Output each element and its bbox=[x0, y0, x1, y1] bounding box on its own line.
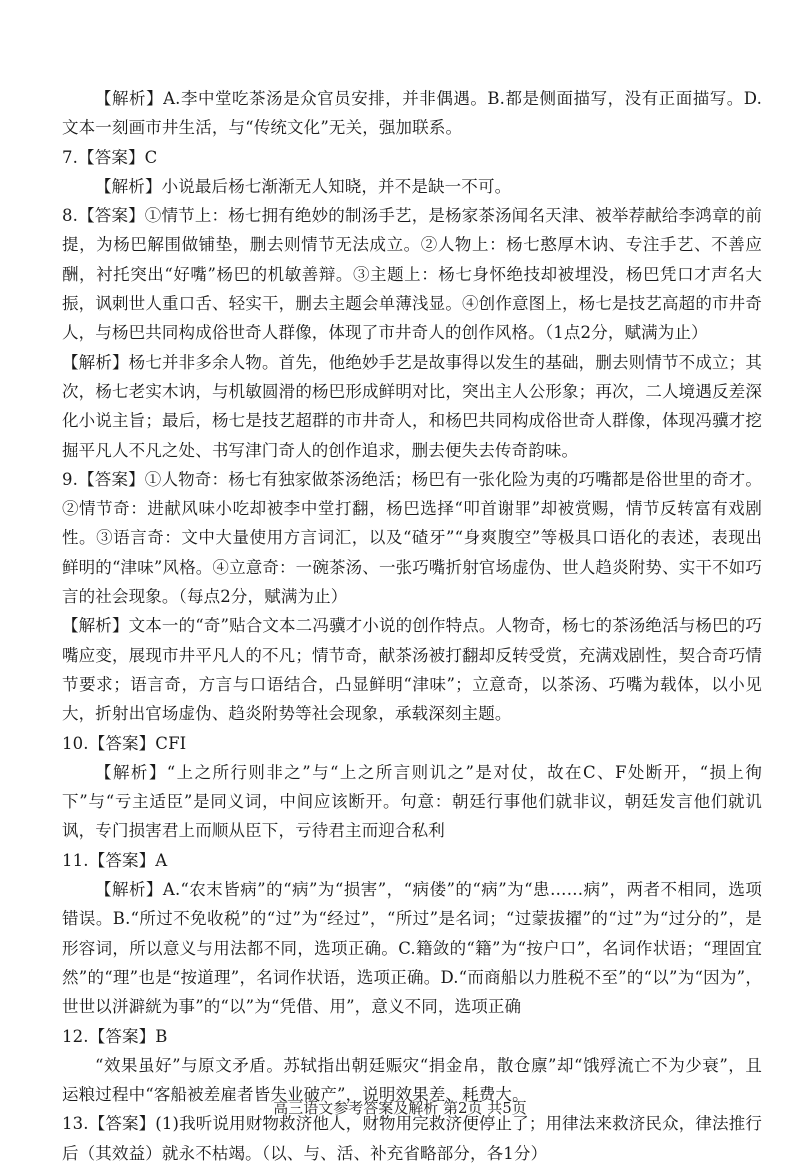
answer-paragraph: 11.【答案】A bbox=[62, 850, 168, 870]
answer-paragraph: 9.【答案】①人物奇：杨七有独家做茶汤绝活；杨巴有一张化险为夷的巧嘴都是俗世里的奇才。②情节奇：进献风味小吃却被李中堂打翻，杨巴选择“叩首谢罪”却被赏赐，情节反转富有戏剧性。③语言奇：文中大量使用方言词汇，以及“碴牙”“身爽腹空”等极具口语化的表述，表现出鲜明的“津味”风格。④立意奇：一碗茶汤、一张巧嘴折射官场虚伪、世人趋炎附势、实干不如巧言的社会现象。（每点2分，赋满为止） bbox=[62, 469, 762, 607]
answer-paragraph: 8.【答案】①情节上：杨七拥有绝妙的制汤手艺，是杨家茶汤闻名天津、被举荐献给李鸿章的前提，为杨巴解围做铺垫，删去则情节无法成立。②人物上：杨七憨厚木讷、专注手艺、不善应酬，衬托突出“好嘴”杨巴的机敏善辩。③主题上：杨七身怀绝技却被埋没，杨巴凭口才声名大振，讽刺世人重口舌、轻实干，删去主题会单薄浅显。④创作意图上，杨七是技艺高超的市井奇人，与杨巴共同构成俗世奇人群像，体现了市井奇人的创作风格。（1点2分，赋满为止） bbox=[62, 206, 762, 343]
document-body bbox=[62, 84, 762, 1168]
answer-paragraph: 12.【答案】B bbox=[62, 1026, 168, 1046]
answer-paragraph: 【解析】“上之所行则非之”与“上之所言则讥之”是对仗，故在C、F处断开，“损上徇下”与“亏主适臣”是同义词，中间应该断开。句意：朝廷行事他们就非议，朝廷发言他们就讥讽，专门损害君上而顺从臣下，亏待君主而迎合私利 bbox=[62, 762, 762, 841]
answer-paragraph: “效果虽好”与原文矛盾。苏轼指出朝廷赈灾“捐金帛，散仓廪”却“饿殍流亡不为少衰”，且运粮过程中“客船被差雇者皆失业破产”，说明效果差、耗费大。 bbox=[62, 1055, 762, 1105]
page-footer: 高三语文参考答案及解析 第2页 共5页 bbox=[273, 1099, 527, 1117]
answer-paragraph: 【解析】A.“农末皆病”的“病”为“损害”，“病偻”的“病”为“患……病”，两者不相同，选项错误。B.“所过不免收税”的“过”为“经过”，“所过”是名词；“过蒙拔擢”的“过”为“过分的”，是形容词，所以意义与用法都不同，选项正确。C.籍敛的“籍”为“按户口”，名词作状语；“理固宜然”的“理”也是“按道理”，名词作状语，选项正确。D.“而商船以力胜税不至”的“以”为“因为”，世世以洴澼絖为事”的“以”为“凭借、用”，意义不同，选项正确 bbox=[62, 880, 762, 1017]
answer-paragraph: 【解析】文本一的“奇”贴合文本二冯骥才小说的创作特点。人物奇，杨七的茶汤绝活与杨巴的巧嘴应变，展现市井平凡人的不凡；情节奇，献茶汤被打翻却反转受赏，充满戏剧性，契合奇巧情节要求；语言奇，方言与口语结合，凸显鲜明“津味”；立意奇，以茶汤、巧嘴为载体，以小见大，折射出官场虚伪、趋炎附势等社会现象，承载深刻主题。 bbox=[62, 616, 762, 724]
answer-paragraph: 7.【答案】C bbox=[62, 147, 158, 167]
answer-paragraph: 10.【答案】CFI bbox=[62, 733, 187, 753]
answer-paragraph: 【解析】小说最后杨七渐渐无人知晓，并不是缺一不可。 bbox=[95, 176, 512, 196]
answer-paragraph: 【解析】杨七并非多余人物。首先，他绝妙手艺是故事得以发生的基础，删去则情节不成立；其次，杨七老实木讷，与机敏圆滑的杨巴形成鲜明对比，突出主人公形象；再次，二人境遇反差深化小说主旨；最后，杨七是技艺超群的市井奇人，和杨巴共同构成俗世奇人群像，体现冯骥才挖掘平凡人不凡之处、书写津门奇人的创作追求，删去便失去传奇韵味。 bbox=[62, 352, 762, 460]
answer-paragraph: 【解析】A.李中堂吃茶汤是众官员安排，并非偶遇。B.都是侧面描写，没有正面描写。D.文本一刻画市井生活，与“传统文化”无关，强加联系。 bbox=[62, 89, 762, 138]
answer-paragraph: 13.【答案】(1)我听说用财物救济他人，财物用完救济便停止了；用律法来救济民众，律法推行后（其效益）就永不枯竭。（以、与、活、补充省略部分，各1分） bbox=[62, 1114, 762, 1163]
